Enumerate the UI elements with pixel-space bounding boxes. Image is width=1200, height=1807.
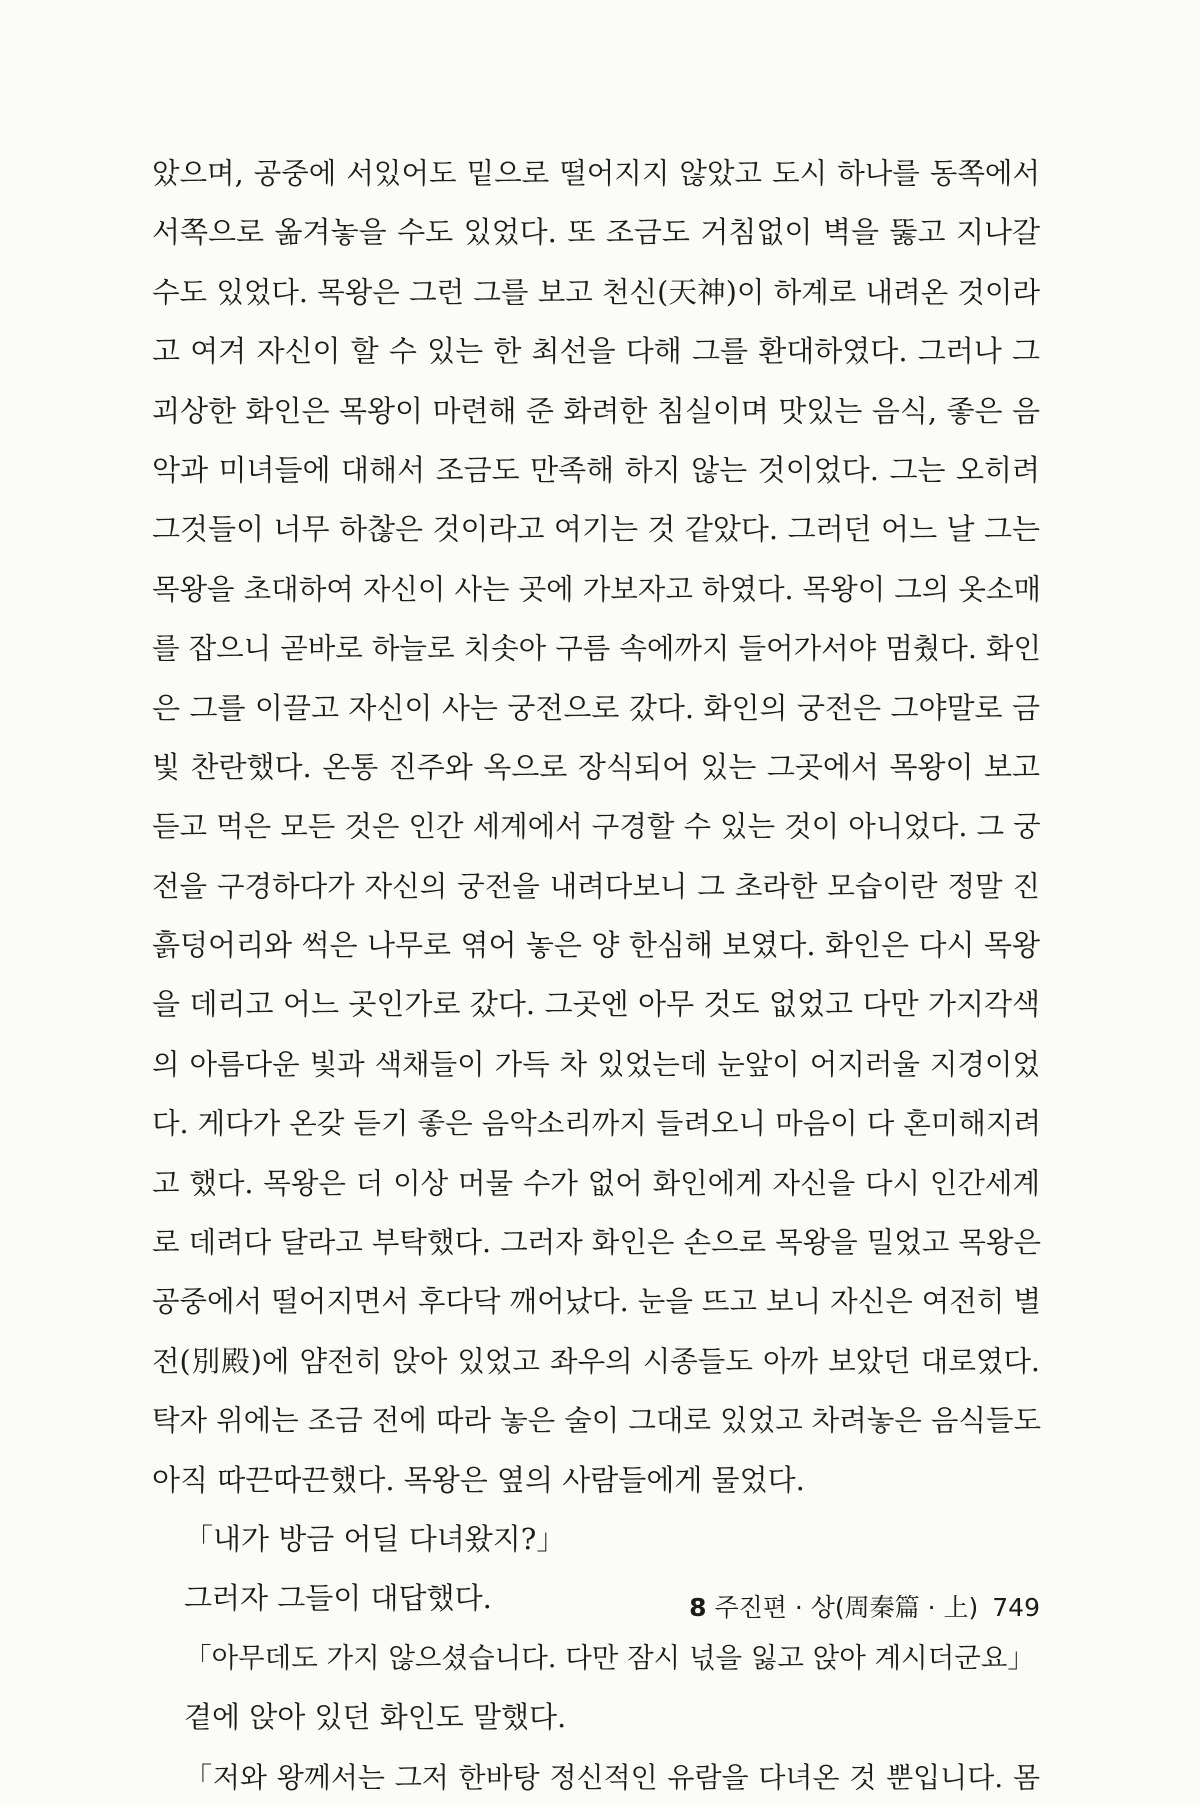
dialog-line: 그러자 그들이 대답했다. bbox=[184, 1581, 492, 1616]
text-line: 다. 게다가 온갖 듣기 좋은 음악소리까지 들려오니 마음이 다 혼미해지려 bbox=[152, 1107, 1041, 1141]
text-line: 빛 찬란했다. 온통 진주와 옥으로 장식되어 있는 그곳에서 목왕이 보고 bbox=[152, 749, 1040, 784]
dialog-line: 「내가 방금 어딜 다녀왔지?」 bbox=[184, 1521, 566, 1556]
text-line: 악과 미녀들에 대해서 조금도 만족해 하지 않는 것이었다. 그는 오히려 bbox=[152, 452, 1040, 487]
text-line: 았으며, 공중에 서있어도 밑으로 떨어지지 않았고 도시 하나를 동쪽에서 bbox=[152, 157, 1040, 190]
chapter-number: 8 bbox=[689, 1593, 707, 1622]
text-line: 고 했다. 목왕은 더 이상 머물 수가 없어 화인에게 자신을 다시 인간세계 bbox=[152, 1166, 1040, 1200]
dialog-line: 「저와 왕께서는 그저 한바탕 정신적인 유람을 다녀온 것 뿐입니다. 몸 bbox=[184, 1760, 1040, 1794]
text-line: 아직 따끈따끈했다. 목왕은 옆의 사람들에게 물었다. bbox=[152, 1462, 805, 1497]
page-number: 749 bbox=[992, 1593, 1040, 1622]
text-line: 목왕을 초대하여 자신이 사는 곳에 가보자고 하였다. 목왕이 그의 옷소매 bbox=[152, 572, 1041, 606]
text-line: 의 아름다운 빛과 색채들이 가득 차 있었는데 눈앞이 어지러울 지경이었 bbox=[152, 1047, 1040, 1081]
text-line: 듣고 먹은 모든 것은 인간 세계에서 구경할 수 있는 것이 아니었다. 그 궁 bbox=[152, 810, 1041, 844]
text-line: 고 여겨 자신이 할 수 있는 한 최선을 다해 그를 환대하였다. 그러나 그 bbox=[152, 334, 1040, 369]
text-line: 괴상한 화인은 목왕이 마련해 준 화려한 침실이며 맛있는 음식, 좋은 음 bbox=[152, 393, 1040, 428]
text-line: 서쪽으로 옮겨놓을 수도 있었다. 또 조금도 거침없이 벽을 뚫고 지나갈 bbox=[152, 215, 1040, 250]
text-line: 수도 있었다. 목왕은 그런 그를 보고 천신(天神)이 하계로 내려온 것이라 bbox=[152, 275, 1040, 309]
body-text bbox=[152, 144, 1040, 1807]
text-line: 흙덩어리와 썩은 나무로 엮어 놓은 양 한심해 보였다. 화인은 다시 목왕 bbox=[152, 928, 1040, 963]
page-footer bbox=[660, 1588, 1040, 1624]
text-line: 를 잡으니 곧바로 하늘로 치솟아 구름 속에까지 들어가서야 멈췄다. 화인 bbox=[152, 632, 1041, 666]
text-line: 공중에서 떨어지면서 후다닥 깨어났다. 눈을 뜨고 보니 자신은 여전히 별 bbox=[152, 1285, 1041, 1319]
text-line: 로 데려다 달라고 부탁했다. 그러자 화인은 손으로 목왕을 밀었고 목왕은 bbox=[152, 1226, 1041, 1260]
text-line: 전(別殿)에 얌전히 앉아 있었고 좌우의 시종들도 아까 보았던 대로였다. bbox=[152, 1344, 1040, 1378]
chapter-title: 주진편 · 상(周秦篇 · 上) bbox=[714, 1593, 979, 1622]
dialog-line: 곁에 앉아 있던 화인도 말했다. bbox=[184, 1700, 567, 1735]
dialog-line: 「아무데도 가지 않으셨습니다. 다만 잠시 넋을 잃고 앉아 계시더군요」 bbox=[184, 1641, 1035, 1674]
text-line: 은 그를 이끌고 자신이 사는 궁전으로 갔다. 화인의 궁전은 그야말로 금 bbox=[152, 690, 1040, 725]
text-line: 을 데리고 어느 곳인가로 갔다. 그곳엔 아무 것도 없었고 다만 가지각색 bbox=[152, 987, 1040, 1022]
text-line: 탁자 위에는 조금 전에 따라 놓은 술이 그대로 있었고 차려놓은 음식들도 bbox=[152, 1404, 1041, 1438]
text-line: 그것들이 너무 하찮은 것이라고 여기는 것 같았다. 그러던 어느 날 그는 bbox=[152, 512, 1040, 547]
text-line: 전을 구경하다가 자신의 궁전을 내려다보니 그 초라한 모습이란 정말 진 bbox=[152, 869, 1040, 903]
